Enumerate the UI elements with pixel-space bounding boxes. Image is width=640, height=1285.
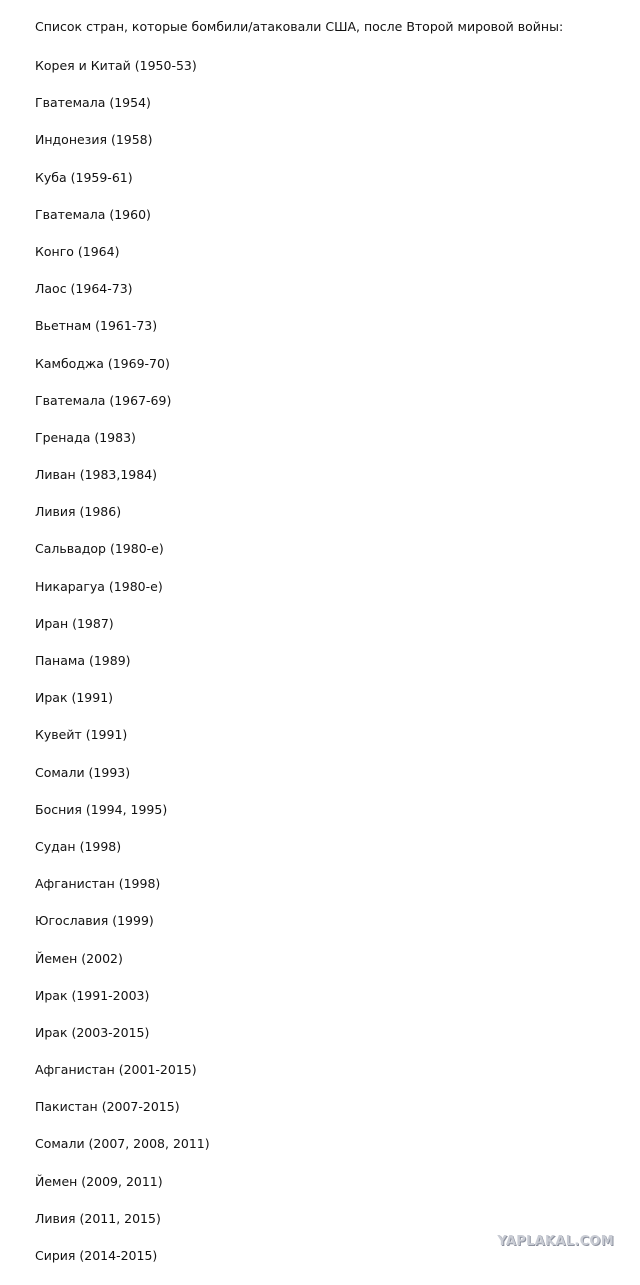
list-item: Ливан (1983,1984) bbox=[35, 467, 158, 483]
list-item: Сирия (2014-2015) bbox=[35, 1248, 158, 1263]
list-item: Гватемала (1960) bbox=[35, 206, 151, 222]
list-item: Югославия (1999) bbox=[35, 913, 154, 929]
site-watermark: YAPLAKAL.COM bbox=[497, 1234, 614, 1249]
list-item: Панама (1989) bbox=[35, 653, 131, 668]
list-item: Конго (1964) bbox=[35, 243, 120, 259]
list-item: Кувейт (1991) bbox=[35, 727, 128, 743]
list-item: Гватемала (1967-69) bbox=[35, 392, 172, 408]
list-item: Вьетнам (1961-73) bbox=[35, 318, 158, 334]
list-item: Гватемала (1954) bbox=[35, 95, 151, 111]
list-item: Корея и Китай (1950-53) bbox=[35, 58, 197, 73]
country-list bbox=[35, 58, 210, 1285]
list-item: Ливия (2011, 2015) bbox=[35, 1210, 161, 1226]
list-item: Йемен (2002) bbox=[35, 950, 123, 966]
list-item: Пакистан (2007-2015) bbox=[35, 1099, 180, 1115]
list-heading: Список стран, которые бомбили/атаковали США, после Второй мировой войны: bbox=[35, 19, 564, 34]
list-item: Ирак (1991-2003) bbox=[35, 987, 150, 1003]
list-item: Ирак (1991) bbox=[35, 690, 114, 706]
list-item: Никарагуа (1980-е) bbox=[35, 578, 163, 594]
list-item: Камбоджа (1969-70) bbox=[35, 355, 170, 371]
list-item: Йемен (2009, 2011) bbox=[35, 1173, 163, 1189]
list-item: Куба (1959-61) bbox=[35, 169, 133, 185]
list-item: Сомали (1993) bbox=[35, 764, 131, 780]
list-item: Лаос (1964-73) bbox=[35, 281, 133, 297]
list-item: Ливия (1986) bbox=[35, 504, 122, 520]
list-item: Индонезия (1958) bbox=[35, 132, 153, 148]
list-item: Босния (1994, 1995) bbox=[35, 801, 168, 817]
list-item: Иран (1987) bbox=[35, 615, 114, 631]
list-item: Судан (1998) bbox=[35, 838, 122, 854]
list-item: Гренада (1983) bbox=[35, 429, 136, 445]
list-item: Сальвадор (1980-е) bbox=[35, 541, 164, 557]
list-item: Ирак (2003-2015) bbox=[35, 1024, 150, 1040]
list-item: Афганистан (2001-2015) bbox=[35, 1062, 197, 1078]
list-item: Сомали (2007, 2008, 2011) bbox=[35, 1136, 210, 1152]
list-item: Афганистан (1998) bbox=[35, 876, 161, 892]
